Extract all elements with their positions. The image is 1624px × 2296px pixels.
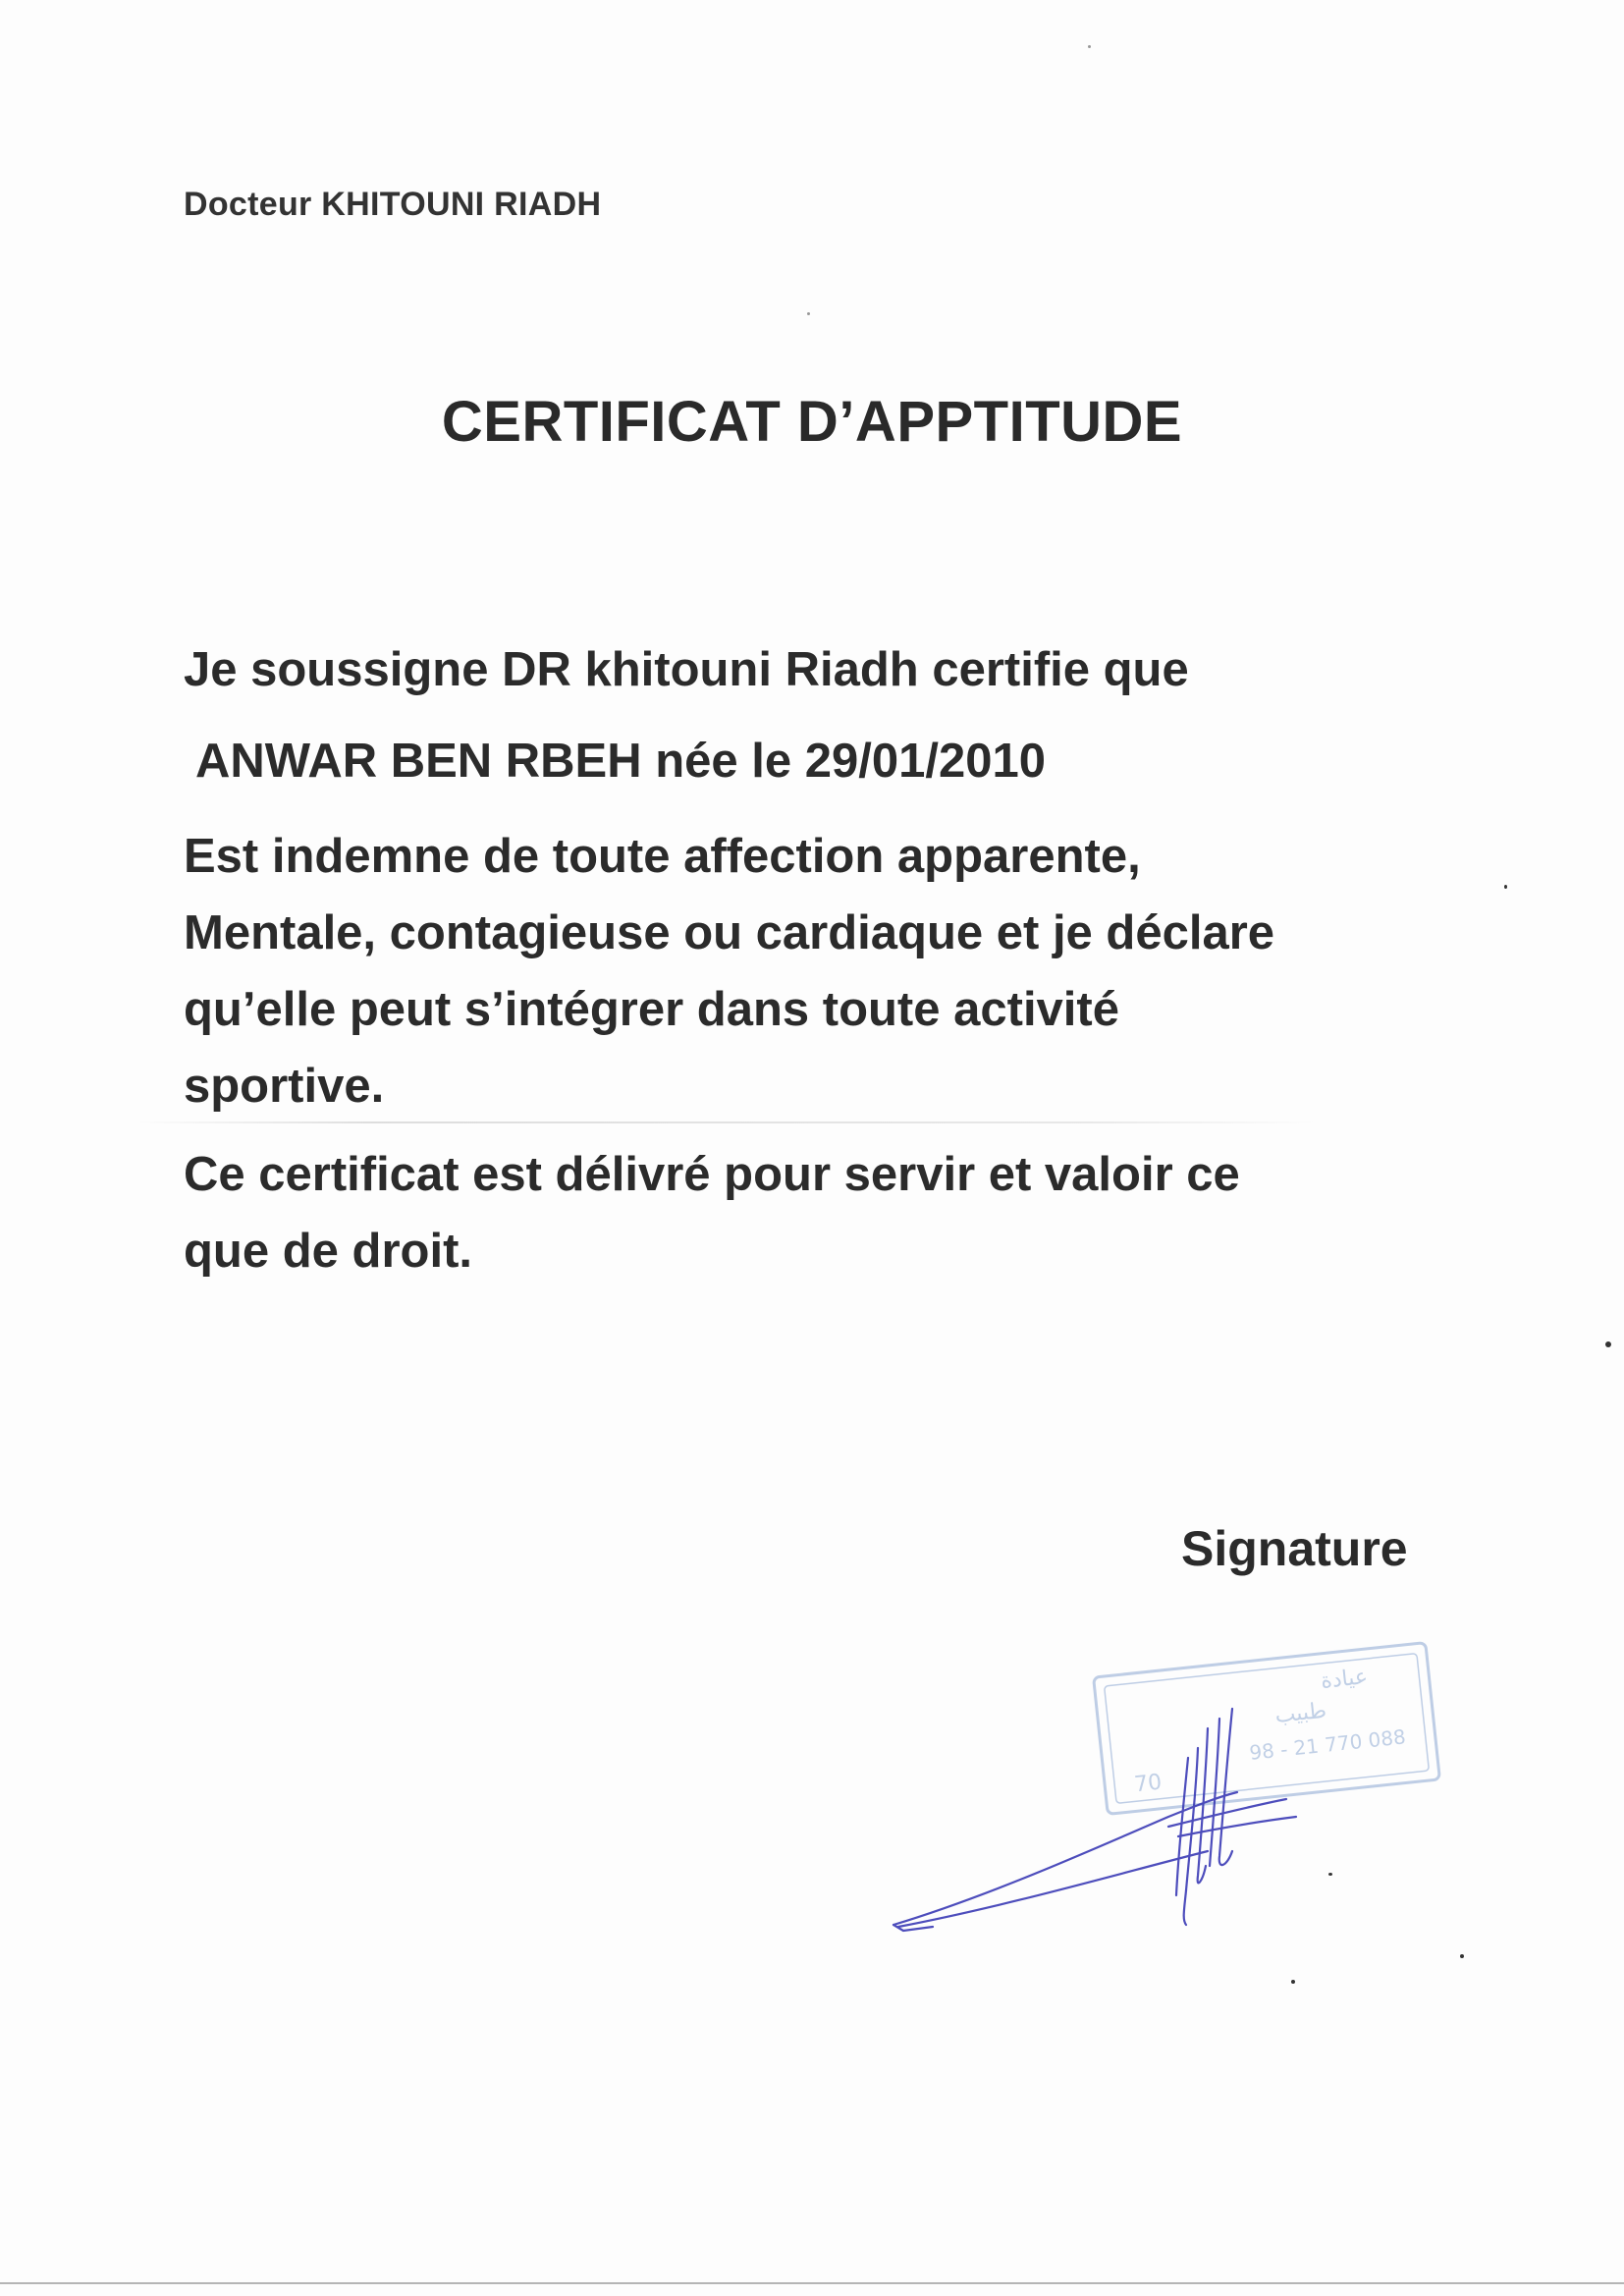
doctor-name-header: Docteur KHITOUNI RIADH bbox=[184, 186, 602, 223]
stamp-text-3: 70 bbox=[1133, 1770, 1164, 1798]
stamp-text-4: 98 - 21 770 088 bbox=[1248, 1724, 1407, 1765]
validity-statement bbox=[184, 1136, 1240, 1289]
scan-speck bbox=[1504, 885, 1507, 889]
health-line-1: Est indemne de toute affection apparente, bbox=[184, 830, 1141, 883]
page-bottom-edge bbox=[0, 2282, 1624, 2284]
stamp-text-2: طبيب bbox=[1273, 1698, 1328, 1728]
document-title: CERTIFICAT D’APPTITUDE bbox=[441, 390, 1183, 454]
scan-speck bbox=[1088, 45, 1091, 48]
health-line-3: qu’elle peut s’intégrer dans toute activité bbox=[184, 983, 1119, 1036]
validity-line-1: Ce certificat est délivré pour servir et valoir ce bbox=[184, 1148, 1240, 1201]
scan-speck bbox=[1328, 1873, 1332, 1876]
health-statement bbox=[184, 818, 1274, 1124]
health-line-4: sportive. bbox=[184, 1060, 385, 1113]
health-line-2: Mentale, contagieuse ou cardiaque et je déclare bbox=[184, 906, 1275, 959]
certifier-line: Je soussigne DR khitouni Riadh certifie que bbox=[184, 643, 1189, 696]
scan-speck bbox=[1291, 1980, 1295, 1984]
patient-name-birthdate: ANWAR BEN RBEH née le 29/01/2010 bbox=[195, 735, 1046, 788]
handwritten-signature bbox=[874, 1669, 1326, 1944]
scan-speck bbox=[1460, 1954, 1464, 1958]
certification-statement bbox=[184, 631, 1189, 708]
scan-speck bbox=[807, 312, 810, 315]
signature-label: Signature bbox=[1181, 1521, 1408, 1576]
stamp-text-1: عيادة bbox=[1320, 1665, 1370, 1694]
paper-fold-line bbox=[137, 1121, 1316, 1123]
scan-speck bbox=[1605, 1341, 1611, 1347]
validity-line-2: que de droit. bbox=[184, 1225, 472, 1278]
patient-identity bbox=[195, 723, 1046, 799]
